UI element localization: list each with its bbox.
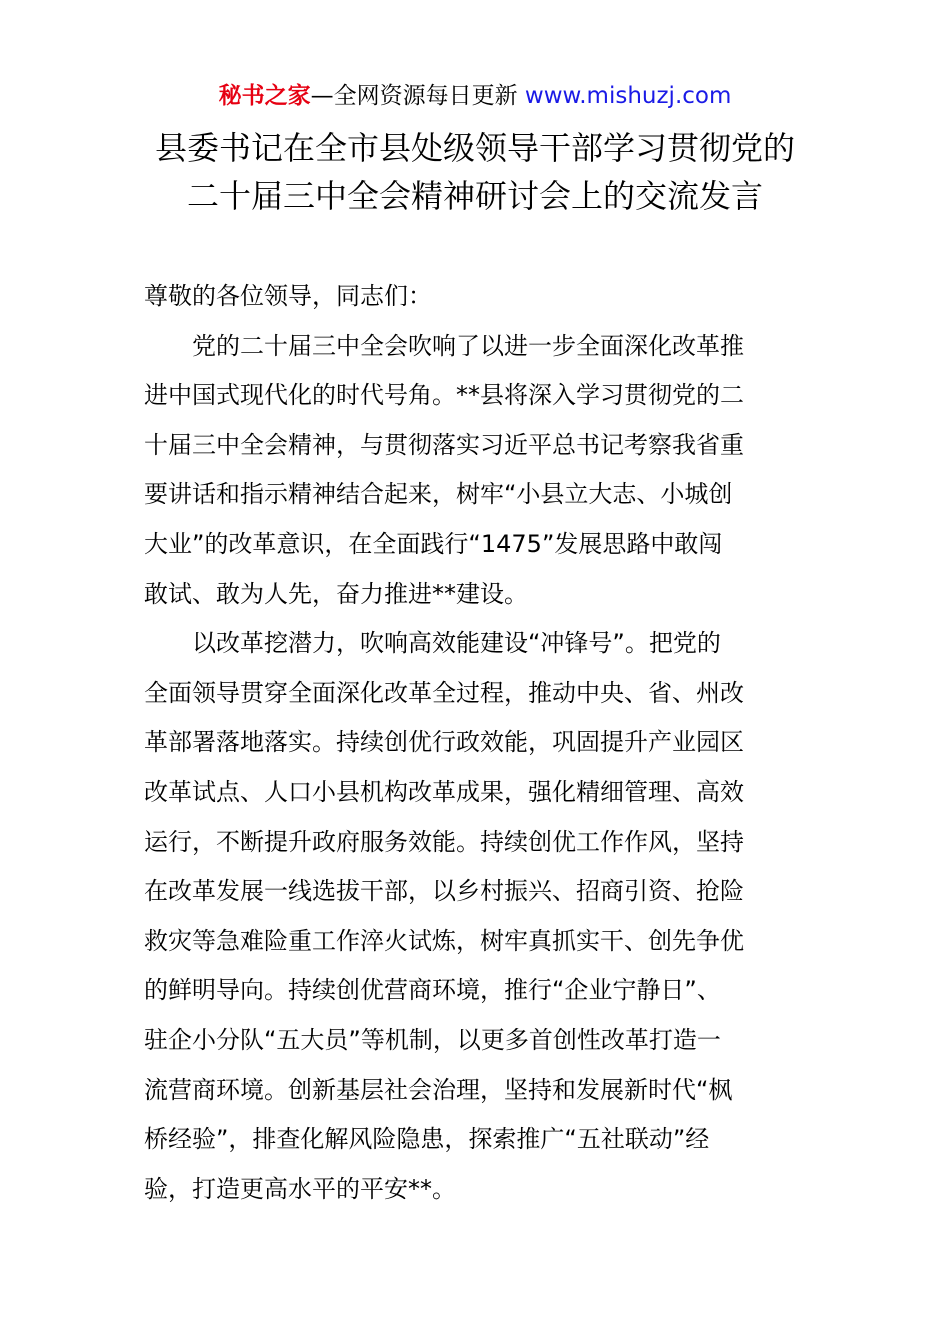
greeting: 尊敬的各位领导，同志们： [144,282,432,310]
paragraph-line: 救灾等急难险重工作淬火试炼，树牢真抓实干、创先争优 [144,926,744,955]
paragraph-line: 十届三中全会精神，与贯彻落实习近平总书记考察我省重 [144,430,744,459]
paragraph-line: 敢试、敢为人先，奋力推进**建设。 [144,579,528,608]
paragraph-line: 要讲话和指示精神结合起来，树牢“小县立大志、小城创 [144,480,733,509]
paragraph-line: 运行，不断提升政府服务效能。持续创优工作作风，坚持 [144,827,744,856]
paragraph-line: 的鲜明导向。持续创优营商环境，推行“企业宁静日”、 [144,976,721,1005]
paragraph-line: 改革试点、人口小县机构改革成果，强化精细管理、高效 [144,777,744,806]
paragraph-line: 以改革挖潜力，吹响高效能建设“冲锋号”。把党的 [144,629,721,658]
banner-url-link[interactable]: www.mishuzj.com [524,83,732,109]
paragraph-line: 党的二十届三中全会吹响了以进一步全面深化改革推 [144,331,744,360]
paragraph-line: 大业”的改革意识，在全面践行“1475”发展思路中敢闯 [144,529,723,558]
paragraph-line: 在改革发展一线选拔干部，以乡村振兴、招商引资、抢险 [144,877,744,906]
paragraph-line: 流营商环境。创新基层社会治理，坚持和发展新时代“枫 [144,1075,733,1104]
paragraph-line: 桥经验”，排查化解风险隐患，探索推广“五社联动”经 [144,1125,710,1154]
paragraph-line: 全面领导贯穿全面深化改革全过程，推动中央、省、州改 [144,678,744,707]
paragraph-line: 进中国式现代化的时代号角。**县将深入学习贯彻党的二 [144,381,744,410]
title-line-2: 二十届三中全会精神研讨会上的交流发言 [186,177,763,215]
paragraph-2 [144,619,808,1214]
paragraph-line: 革部署落地落实。持续创优行政效能，巩固提升产业园区 [144,728,744,757]
banner-brand: 秘书之家 [218,83,311,109]
paragraph-line: 验，打造更高水平的平安**。 [144,1174,456,1203]
banner-tagline: —全网资源每日更新 [310,83,518,109]
document-body [144,272,808,1214]
document-title [0,124,950,220]
paragraph-1 [144,322,808,620]
title-line-1: 县委书记在全市县处级领导干部学习贯彻党的 [154,129,795,167]
paragraph-line: 驻企小分队“五大员”等机制，以更多首创性改革打造一 [144,1025,721,1054]
site-banner [0,80,950,112]
